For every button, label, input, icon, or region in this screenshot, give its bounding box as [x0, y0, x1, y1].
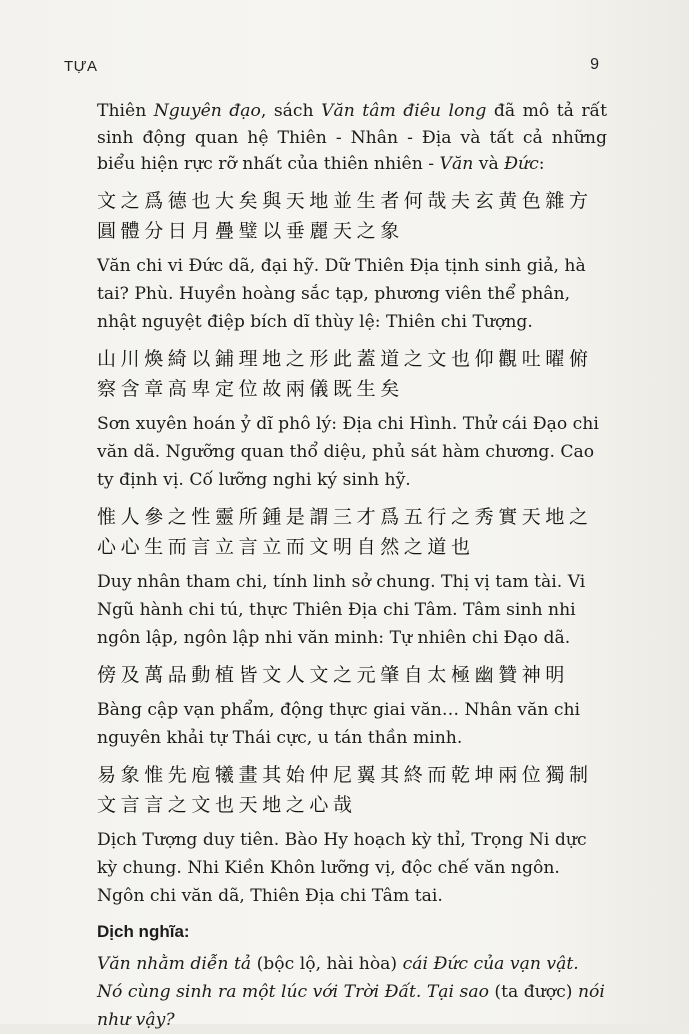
han-passage-1: 文之爲德也大矣與天地並生者何哉夫玄黄色雜方圓體分日月疊璧以垂麗天之象	[97, 189, 593, 242]
viet-reading-1: Văn chi vi Đức dã, đại hỹ. Dữ Thiên Địa tịnh sinh giả, hà tai? Phù. Huyền hoàng sắc tạp, phương viên thể phân, nhật nguyệt điệp bích dĩ thùy lệ: Thiên chi Tượng.	[97, 255, 586, 332]
translation-italic: cái Đức của vạn vật. Nó cùng sinh ra một lúc với Trời Đất. Tại sao	[97, 953, 579, 1002]
han-passage-5: 易象惟先庖犧畫其始仲尼翼其終而乾坤兩位獨制文言言之文也天地之心哉	[97, 763, 593, 816]
translation-heading: Dịch nghĩa:	[97, 921, 190, 941]
viet-reading-5: Dịch Tượng duy tiên. Bào Hy hoạch kỳ thỉ, Trọng Ni dực kỳ chung. Nhi Kiền Khôn lưỡng vị, độc chế văn ngôn. Ngôn chi văn dã, Thiên Địa chi Tâm tai.	[97, 829, 587, 906]
body-text	[97, 98, 607, 1034]
running-header: TỰA	[64, 58, 98, 75]
intro-text: , sách	[260, 101, 322, 121]
viet-reading-4: Bàng cập vạn phẩm, động thực giai văn… Nhân văn chi nguyên khải tự Thái cực, u tán thần minh.	[97, 699, 581, 748]
intro-italic: Nguyên đạo	[153, 101, 261, 121]
translation-text: (ta được)	[488, 981, 578, 1002]
han-passage-3: 惟人參之性靈所鍾是謂三才爲五行之秀實天地之心心生而言立言立而文明自然之道也	[97, 505, 593, 558]
intro-text: Thiên	[97, 101, 154, 121]
intro-paragraph	[97, 98, 607, 178]
translation-italic: Văn nhằm diễn tả	[97, 953, 252, 974]
intro-text: :	[538, 154, 545, 174]
translation-paragraph	[97, 950, 607, 1034]
intro-text: đã mô tả rất sinh động quan hệ Thiên - Nhân - Địa và tất cả những biểu hiện rực rỡ nhất của thiên nhiên -	[97, 101, 607, 174]
intro-text: và	[473, 154, 505, 174]
intro-italic: Văn	[439, 154, 474, 174]
translation-italic: nói như vậy?	[97, 981, 605, 1030]
han-passage-2: 山川煥綺以鋪理地之形此蓋道之文也仰觀吐曜俯察含章高卑定位故兩儀既生矣	[97, 347, 593, 400]
intro-italic: Đức	[504, 154, 539, 174]
page-number: 9	[590, 56, 599, 73]
viet-reading-2: Sơn xuyên hoán ỷ dĩ phô lý: Địa chi Hình. Thử cái Đạo chi văn dã. Ngưỡng quan thổ diệu, phủ sát hàm chương. Cao ty định vị. Cố lưỡng nghi ký sinh hỹ.	[97, 413, 599, 490]
viet-reading-3: Duy nhân tham chi, tính linh sở chung. Thị vị tam tài. Vi Ngũ hành chi tú, thực Thiên Địa chi Tâm. Tâm sinh nhi ngôn lập, ngôn lập nhi văn minh: Tự nhiên chi Đạo dã.	[97, 571, 586, 648]
book-title: Văn tâm điêu long	[321, 101, 487, 121]
translation-text: (bộc lộ, hài hòa)	[251, 953, 403, 974]
han-passage-4: 傍及萬品動植皆文人文之元肇自太極幽贊神明	[97, 663, 570, 686]
